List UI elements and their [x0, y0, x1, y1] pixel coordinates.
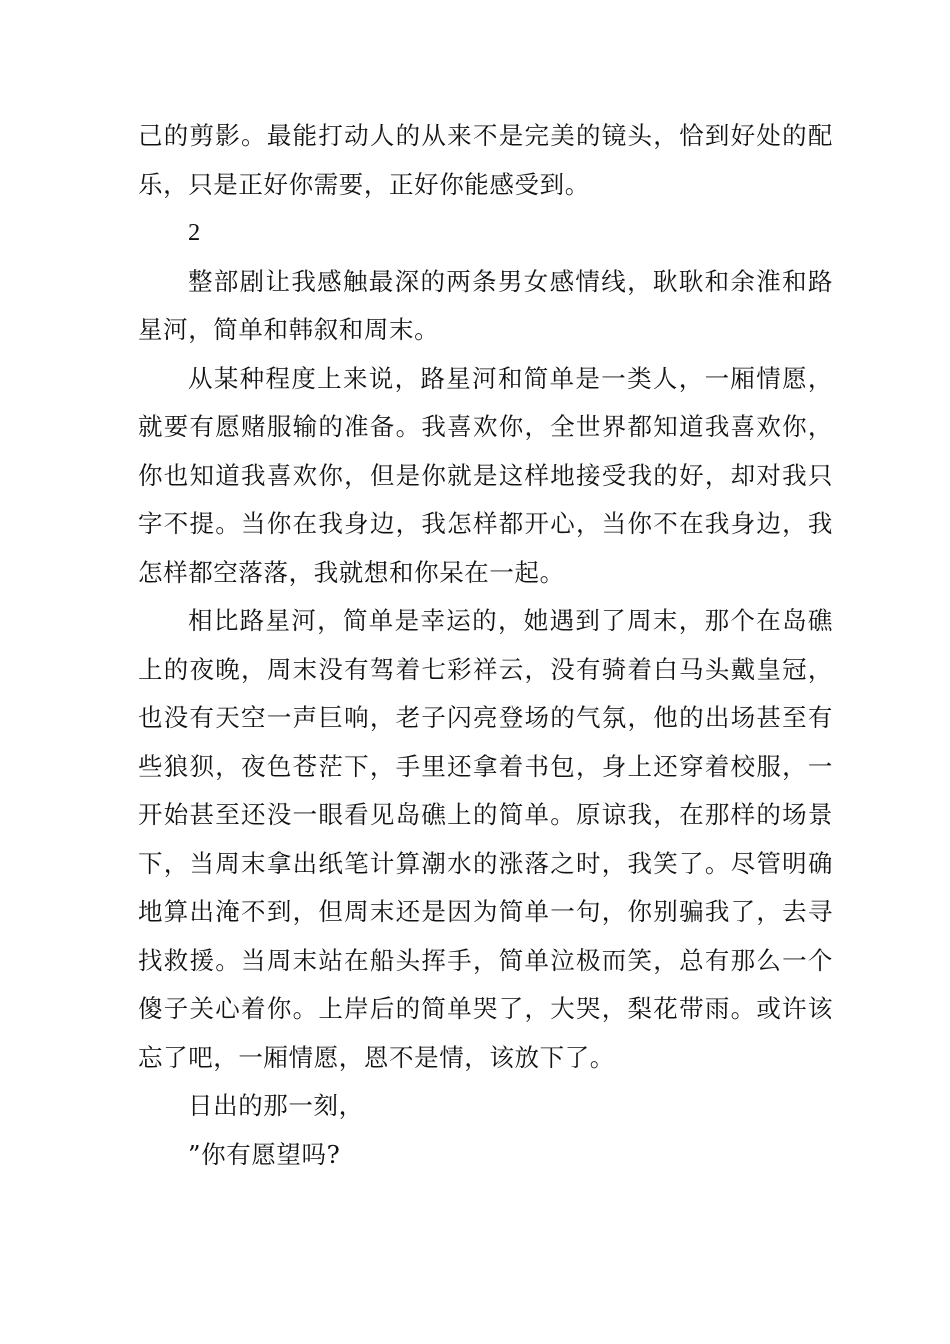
paragraph-island-night: 相比路星河，简单是幸运的，她遇到了周末，那个在岛礁上的夜晚，周末没有驾着七彩祥云，没有骑着白马头戴皇冠，也没有天空一声巨响，老子闪亮登场的气氛，他的出场甚至有些狼狈，夜色苍茫下，手里还拿着书包，身上还穿着校服，一开始甚至还没一眼看见岛礁上的简单。原谅我，在那样的场景下，当周末拿出纸笔计算潮水的涨落之时，我笑了。尽管明确地算出淹不到，但周末还是因为简单一句，你别骗我了，去寻找救援。当周末站在船头挥手，简单泣极而笑，总有那么一个傻子关心着你。上岸后的简单哭了，大哭，梨花带雨。或许该忘了吧，一厢情愿，恩不是情，该放下了。: [138, 606, 833, 1072]
paragraph-storylines: 整部剧让我感触最深的两条男女感情线，耿耿和余淮和路星河，简单和韩叙和周末。: [138, 266, 833, 344]
document-page: [138, 112, 833, 1179]
paragraph-sunrise: 日出的那一刻，: [188, 1091, 364, 1120]
section-number: 2: [188, 219, 201, 246]
paragraph-wish-question: ”你有愿望吗?: [188, 1139, 341, 1169]
paragraph-continuation: 己的剪影。最能打动人的从来不是完美的镜头，恰到好处的配乐，只是正好你需要，正好你能感受到。: [138, 121, 833, 199]
paragraph-unrequited: 从某种程度上来说，路星河和简单是一类人，一厢情愿，就要有愿赌服输的准备。我喜欢你，全世界都知道我喜欢你，你也知道我喜欢你，但是你就是这样地接受我的好，却对我只字不提。当你在我身边，我怎样都开心，当你不在我身边，我怎样都空落落，我就想和你呆在一起。: [138, 363, 833, 587]
